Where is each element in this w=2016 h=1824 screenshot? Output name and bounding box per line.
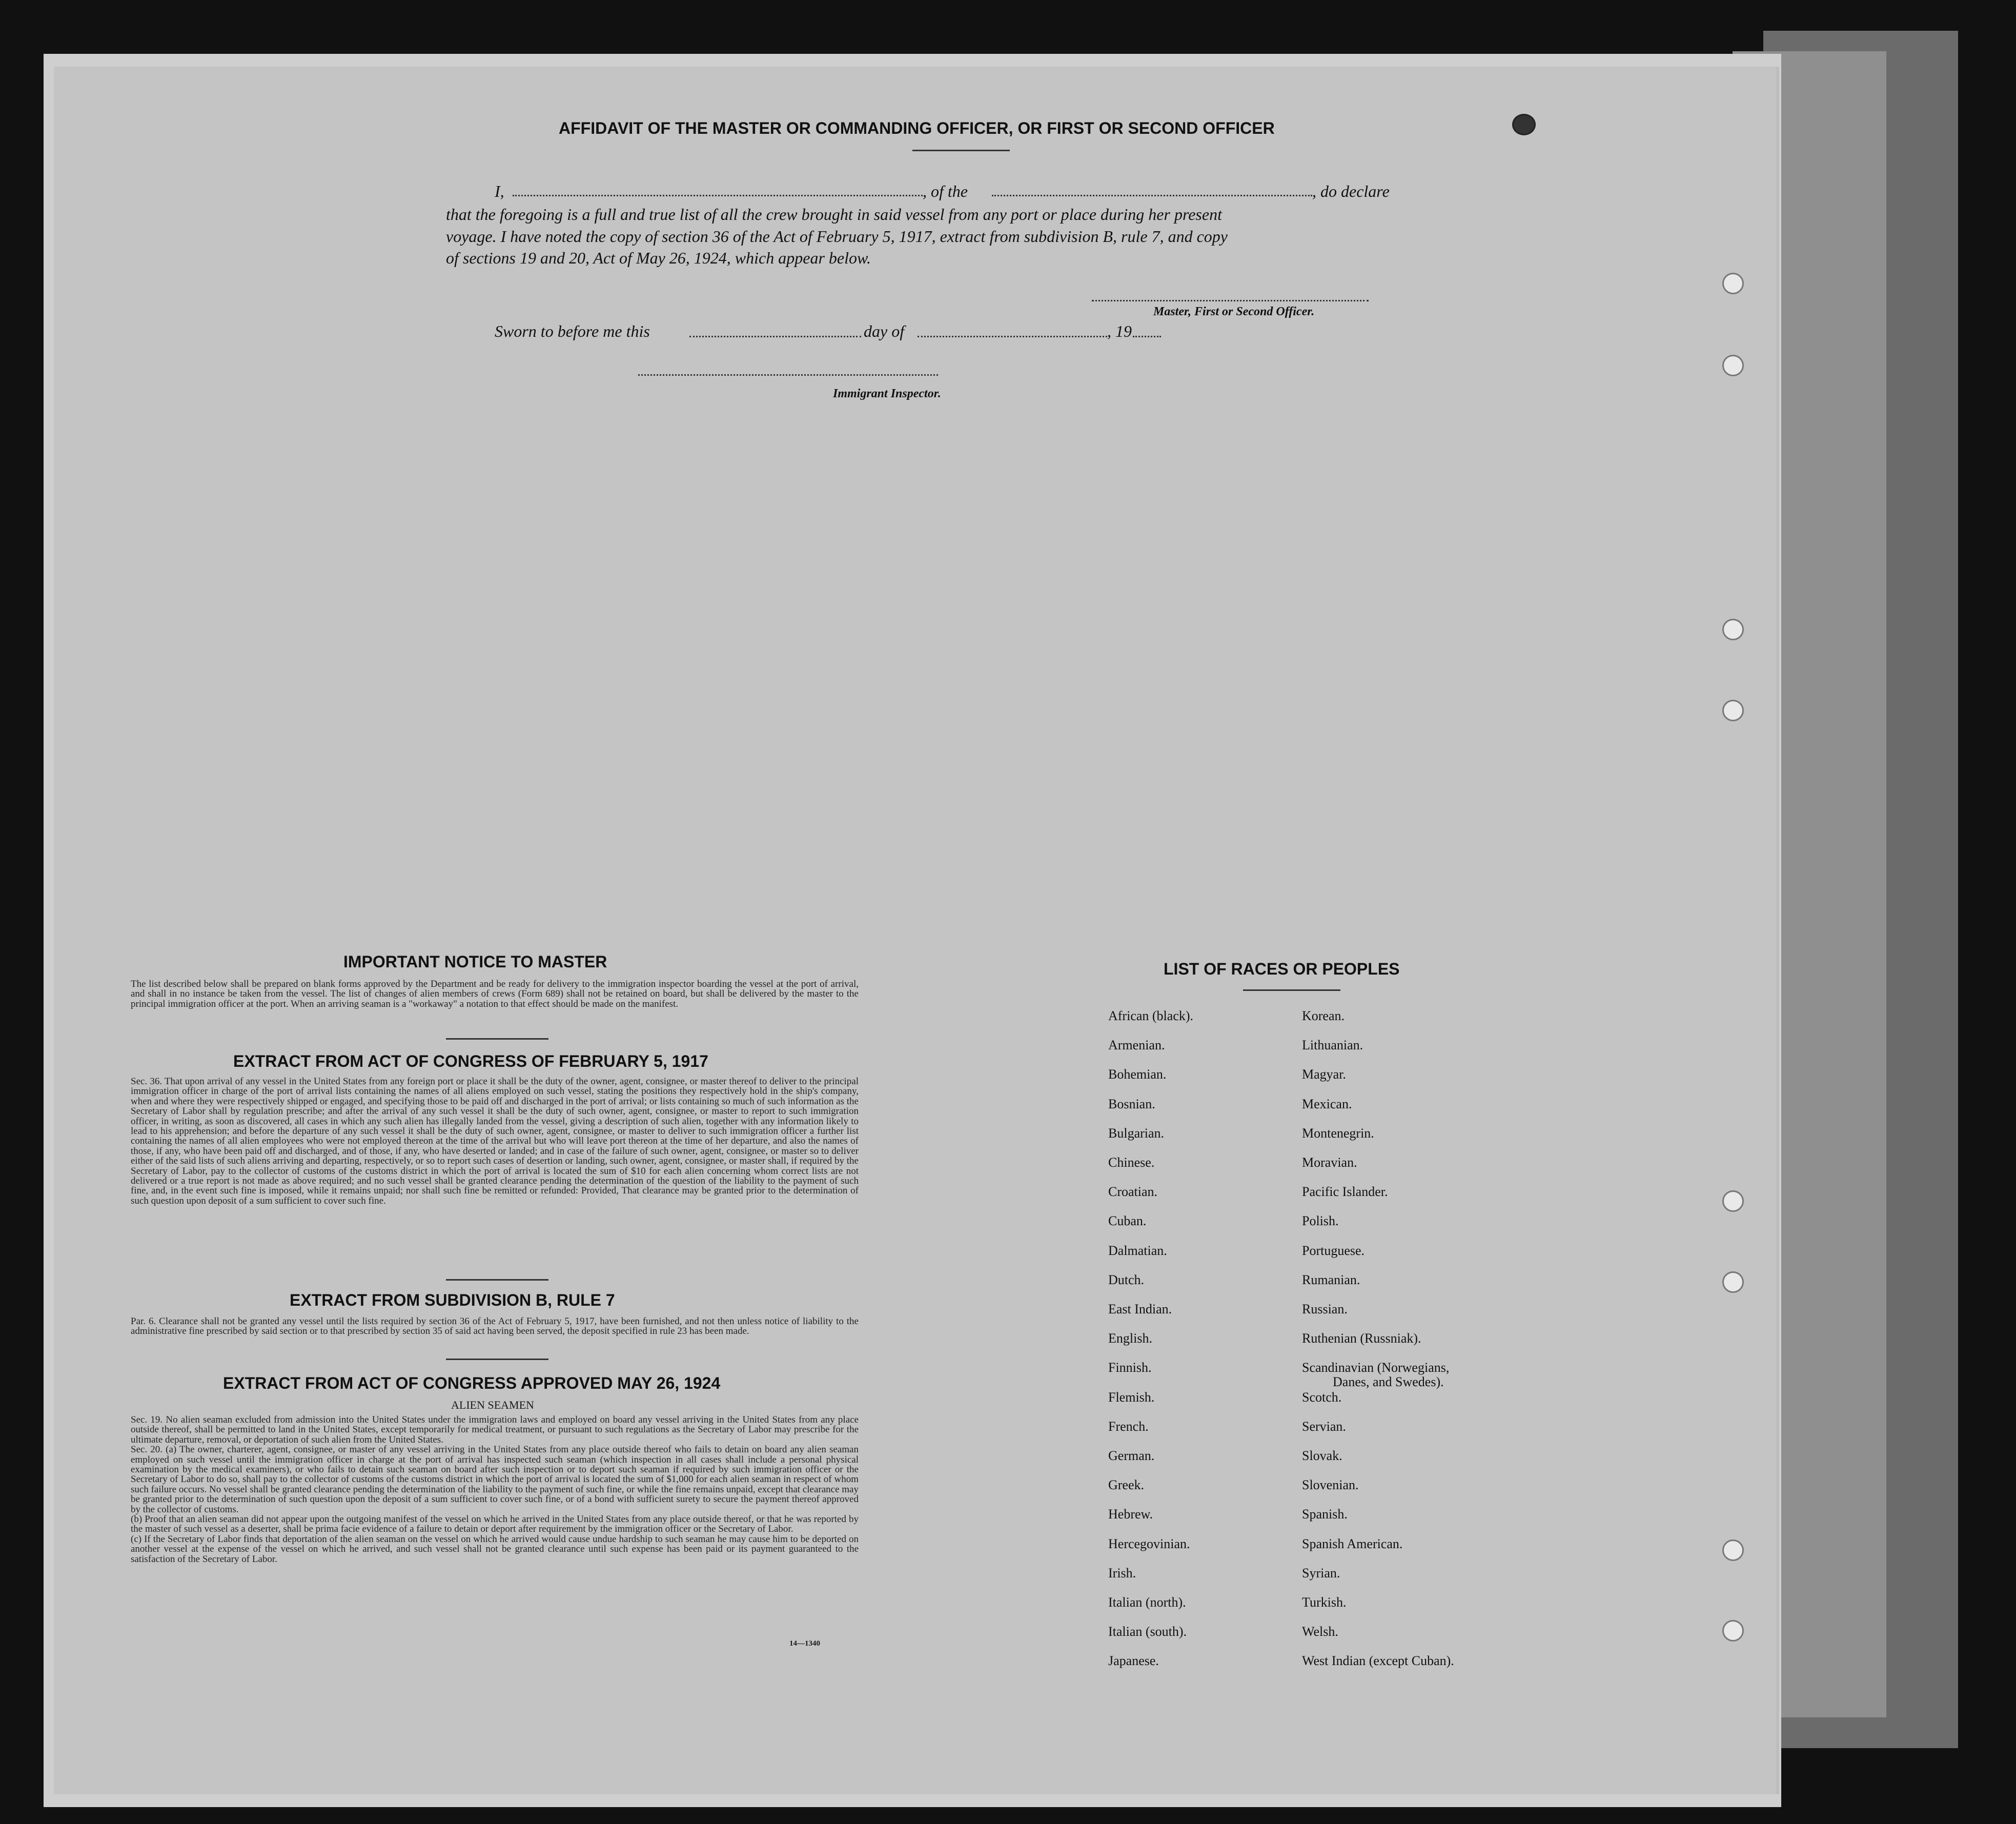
race-item: Scotch. xyxy=(1302,1389,1342,1405)
year-text: , 19 xyxy=(1107,322,1132,340)
races-title: LIST OF RACES OR PEOPLES xyxy=(1164,960,1400,978)
race-item: Pacific Islander. xyxy=(1302,1184,1388,1200)
race-item: Greek. xyxy=(1108,1477,1145,1493)
race-item: Bulgarian. xyxy=(1108,1125,1165,1141)
punch-hole xyxy=(1722,700,1744,721)
extract-b7-body: Par. 6. Clearance shall not be granted any vessel until the lists required by section 36 of the Act of February 5, 1917, have been furnished, and not then unless notice of liability to the administrative fine prescribed by said section or to that prescribed by section 35 of said act having been served, the deposit specified in rule 23 has been made. xyxy=(131,1316,859,1337)
race-item: Italian (south). xyxy=(1108,1624,1187,1639)
race-item: Bohemian. xyxy=(1108,1067,1167,1082)
races-rule xyxy=(1243,989,1340,991)
race-item: East Indian. xyxy=(1108,1302,1172,1316)
sec-20c: (c) If the Secretary of Labor finds that deportation of the alien seaman on the vessel on which he arrived would cause undue hardship to such seaman he may cause him to be deported on another vessel at the expense of the vessel on which he arrived, and such vessel shall not be granted clearance until such expense has been paid or its payment guaranteed to the satisfaction of the Secretary of Labor. xyxy=(131,1533,859,1565)
punch-hole xyxy=(1512,114,1536,135)
race-item: French. xyxy=(1108,1418,1149,1434)
extract-1917-body: Sec. 36. That upon arrival of any vessel in the United States from any foreign port or place it shall be the duty of the owner, agent, consignee, or master thereof to deliver to the principal immigration officer in charge of the port of arrival lists containing the names of all aliens employed on such vessel, stating the positions they respectively hold in the ship's company, when and where they were respectively shipped or engaged, and specifying those to be paid off and discharged in the port of arrival; or lists containing so much of such information as the Secretary of Labor shall by regulation prescribe; and after the arrival of any such vessel it shall be the duty of such owner, agent, consignee, or master to report to such immigration officer, in writing, as soon as discovered, all cases in which any such alien has illegally landed from the vessel, giving a description of such alien, together with any information likely to lead to his apprehension; and before the departure of any such vessel it shall be the duty of such owner, agent, consignee, or master to deliver to such immigration officer a further list containing the names of all alien employees who were not employed thereon at the time of the arrival but who will leave port thereon at the time of her departure, and also the names of those, if any, who have been paid off and discharged, and of those, if any, who have deserted or landed; and in case of the failure of such owner, agent, consignee, or master so to deliver either of the said lists of such aliens arriving and departing, respectively, or so to report such cases of desertion or landing, such owner, agent, consignee, or master shall, if required by the Secretary of Labor, pay to the collector of customs of the customs district in which the port of arrival is located the sum of $10 for each alien concerning whom correct lists are not delivered or a true report is not made as above required; and no such vessel shall be granted clearance pending the determination of the question of the liability to the payment of such fine, and, in the event such fine is imposed, while it remains unpaid; nor shall such fine be remitted or refunded: Provided, That clearance may be granted prior to the determination of such question upon deposit of a sum sufficient to cover such fine. xyxy=(131,1076,859,1206)
race-item: Italian (north). xyxy=(1108,1595,1186,1610)
race-item: Slovenian. xyxy=(1302,1477,1359,1493)
race-item: Welsh. xyxy=(1302,1624,1338,1639)
affidavit-i: I, xyxy=(495,182,504,200)
race-item: Spanish American. xyxy=(1302,1536,1403,1551)
race-item: Lithuanian. xyxy=(1302,1038,1363,1053)
extract-b7-title: EXTRACT FROM SUBDIVISION B, RULE 7 xyxy=(290,1291,615,1309)
race-item: Croatian. xyxy=(1108,1184,1158,1200)
inspector-label: Immigrant Inspector. xyxy=(833,387,941,400)
extract-1924-body xyxy=(131,1415,859,1564)
punch-hole xyxy=(1722,1620,1744,1641)
sworn-day-blank[interactable] xyxy=(689,336,861,337)
race-item: Ruthenian (Russniak). xyxy=(1302,1331,1421,1346)
sec-20a: Sec. 20. (a) The owner, charterer, agent, consignee, or master of any vessel arriving in the United States from any place outside thereof who fails to detain on board any alien seaman employed on such vessel until the immigration officer in charge at the port of arrival has inspected such seaman (which inspection in all cases shall include a personal physical examination by the medical examiners), or who fails to detain such seaman on board after such inspection or to deport such seaman if required by such immigration officer or the Secretary of Labor to do so, shall pay to the collector of customs of the customs district in which the port of arrival is located the sum of $1,000 for each alien seaman in respect of whom such failure occurs. No vessel shall be granted clearance pending the determination of the liability to the payment of such fine, or while the fine remains unpaid, except that clearance may be granted prior to the determination of such question upon the deposit of a sum sufficient to cover such fine, or of a bond with sufficient surety to secure the payment thereof approved by the collector of customs. xyxy=(131,1444,859,1515)
race-item: Portuguese. xyxy=(1302,1243,1365,1258)
race-item: Magyar. xyxy=(1302,1067,1346,1082)
title-rule xyxy=(912,150,1010,151)
punch-hole xyxy=(1722,1539,1744,1561)
punch-hole xyxy=(1722,355,1744,376)
race-item: Moravian. xyxy=(1302,1155,1357,1170)
race-item: Japanese. xyxy=(1108,1653,1159,1669)
race-item: Scandinavian (Norwegians, xyxy=(1302,1360,1450,1375)
race-item: Chinese. xyxy=(1108,1155,1155,1170)
affidavit-title: AFFIDAVIT OF THE MASTER OR COMMANDING OFFICER, OR FIRST OR SECOND OFFICER xyxy=(559,119,1275,137)
race-item: Dutch. xyxy=(1108,1272,1145,1287)
punch-hole xyxy=(1722,1190,1744,1212)
race-item: Russian. xyxy=(1302,1302,1348,1316)
race-item: Flemish. xyxy=(1108,1389,1155,1405)
race-item: Slovak. xyxy=(1302,1448,1342,1463)
sworn-year-blank[interactable] xyxy=(1133,336,1161,337)
race-item: Dalmatian. xyxy=(1108,1243,1167,1258)
race-item: Mexican. xyxy=(1302,1096,1352,1111)
affidavit-line4: of sections 19 and 20, Act of May 26, 1924, which appear below. xyxy=(446,249,871,267)
punch-hole xyxy=(1722,619,1744,640)
race-item: Armenian. xyxy=(1108,1038,1165,1053)
affidavit-line3: voyage. I have noted the copy of section 36 of the Act of February 5, 1917, extract from subdivision B, rule 7, and copy xyxy=(446,227,1228,246)
extract-1924-subtitle: ALIEN SEAMEN xyxy=(451,1399,534,1411)
sec-19: Sec. 19. No alien seaman excluded from admission into the United States under the immigration laws and employed on board any vessel arriving in the United States from any place outside thereof, shall be permitted to land in the United States, except temporarily for medical treatment, or pursuant to such regulations as the Secretary of Labor may prescribe for the ultimate departure, removal, or deportation of such alien from the United States. xyxy=(131,1414,859,1445)
race-item: African (black). xyxy=(1108,1008,1194,1023)
section-rule xyxy=(446,1038,548,1040)
race-item-continuation: Danes, and Swedes). xyxy=(1333,1374,1444,1390)
race-item: Turkish. xyxy=(1302,1595,1347,1610)
affidavit-line2: that the foregoing is a full and true list of all the crew brought in said vessel from any port or place during her present xyxy=(446,205,1222,224)
race-item: Rumanian. xyxy=(1302,1272,1360,1287)
vessel-blank[interactable] xyxy=(992,195,1312,196)
master-signature-blank[interactable] xyxy=(1092,300,1369,301)
punch-hole xyxy=(1722,1271,1744,1293)
sec-20b: (b) Proof that an alien seaman did not appear upon the outgoing manifest of the vessel on which he arrived in the United States from any place outside thereof, or that he was reported by the master of such vessel as a deserter, shall be prima facie evidence of a failure to detain or deport after requirement by the immigration officer or the Secretary of Labor. xyxy=(131,1514,859,1535)
race-item: Cuban. xyxy=(1108,1213,1147,1229)
punch-hole xyxy=(1722,273,1744,294)
inspector-signature-blank[interactable] xyxy=(638,374,938,376)
race-item: Syrian. xyxy=(1302,1565,1340,1580)
section-rule xyxy=(446,1279,548,1281)
notice-title: IMPORTANT NOTICE TO MASTER xyxy=(343,952,607,971)
race-item: English. xyxy=(1108,1331,1152,1346)
extract-1917-title: EXTRACT FROM ACT OF CONGRESS OF FEBRUARY 5, 1917 xyxy=(233,1052,708,1070)
affidavit-declare: , do declare xyxy=(1312,182,1390,200)
race-item: Spanish. xyxy=(1302,1507,1348,1522)
day-of-text: day of xyxy=(864,322,905,340)
race-item: West Indian (except Cuban). xyxy=(1302,1653,1454,1669)
affidavit-of-the: , of the xyxy=(923,182,968,200)
race-item: Polish. xyxy=(1302,1213,1339,1229)
race-item: Servian. xyxy=(1302,1418,1346,1434)
race-item: Irish. xyxy=(1108,1565,1136,1580)
sworn-text: Sworn to before me this xyxy=(495,322,650,340)
notice-body: The list described below shall be prepared on blank forms approved by the Department and be ready for delivery to the immigration inspector boarding the vessel at the port of arrival, and shall in no instance be taken from the vessel. The list of changes of alien members of crews (Form 689) shall not be retained on board, but shall be delivered by the master to the principal immigration officer at the port. When an arriving seaman is a "workaway" a notation to that effect should be made on the manifest. xyxy=(131,979,859,1009)
race-item: Montenegrin. xyxy=(1302,1125,1374,1141)
race-item: Hebrew. xyxy=(1108,1507,1153,1522)
section-rule xyxy=(446,1359,548,1360)
race-item: Bosnian. xyxy=(1108,1096,1155,1111)
race-item: Finnish. xyxy=(1108,1360,1152,1375)
form-number: 14—1340 xyxy=(789,1639,820,1648)
name-blank[interactable] xyxy=(513,195,923,196)
race-item: German. xyxy=(1108,1448,1155,1463)
master-signature-label: Master, First or Second Officer. xyxy=(1153,305,1315,318)
extract-1924-title: EXTRACT FROM ACT OF CONGRESS APPROVED MAY 26, 1924 xyxy=(223,1374,721,1392)
race-item: Korean. xyxy=(1302,1008,1345,1023)
sworn-month-blank[interactable] xyxy=(918,336,1107,337)
race-item: Hercegovinian. xyxy=(1108,1536,1190,1551)
